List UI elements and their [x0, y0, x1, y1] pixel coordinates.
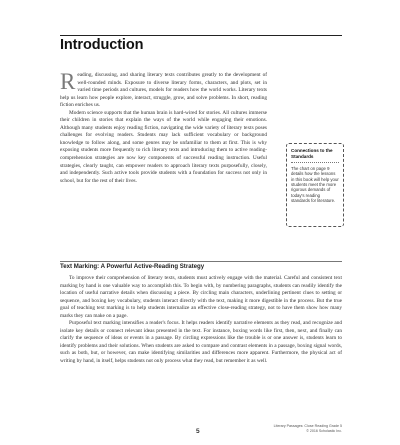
sidebar-body: The chart on page 9 details how the lessons in this book will help your students meet the more rigorous demands of today's reading standards for literature. [291, 166, 339, 203]
section-paragraph-2: Purposeful text marking intensifies a reader's focus. It helps readers identify narrative elements as they read, and recognize and isolate key details or connect relevant ideas presented in the text. For instance, boxing words like first, then, next, and finally can clarify the sequence of ideas or events in a passage. By circling expressions like the trouble is or one answer is, students learn to identify problems and their solutions. When students are asked to compare and contrast elements in a passage, boxing signal words, such as both, but, or however, can make identifying similarities and differences more apparent. Furthermore, the physical act of writing by hand, in itself, helps students not only process what they read, but remember it as well. [60, 320, 342, 365]
page-number: 5 [196, 428, 200, 435]
section-body [60, 275, 342, 366]
intro-column [60, 69, 267, 185]
section-rule [60, 261, 342, 262]
standards-sidebar [286, 143, 344, 227]
sidebar-heading: Connections to the Standards [291, 148, 333, 159]
intro-paragraph-2: Modern science supports that the human brain is hard-wired for stories. All cultures immerse their children in stories that explain the ways of the world while engaging their emotions. Although many students enjoy reading fiction, navigating the wide variety of literary texts poses challenges for evolving readers. Students may lack sufficient vocabulary or background knowledge to follow along, and some genres may be unfamiliar to them at first. This is why exposing students more frequently to rich literary texts and introducing them to active reading-comprehension strategies are now key components of successful reading instruction. Useful strategies, clearly taught, can empower readers to approach literary texts purposefully, closely, and independently. Such active tools provide students with a foundation for success not only in school, but for the rest of their lives. [60, 109, 267, 184]
footer [274, 424, 342, 433]
title-rule [60, 35, 342, 36]
drop-cap: R [60, 69, 76, 94]
sidebar-divider [291, 162, 339, 163]
footer-book-title: Literary Passages: Close Reading Grade 5 [273, 424, 342, 428]
section-heading: Text Marking: A Powerful Active-Reading Strategy [60, 263, 205, 270]
section-paragraph-1: To improve their comprehension of literary texts, students must actively engage with the material. Careful and consistent text marking by hand is one valuable way to accomplish this. To begin with, by numbering paragraphs, students can readily identify the location of useful narrative details when discussing a piece. By circling main characters, underlining pertinent clues to setting or sequence, and boxing key vocabulary, students interact directly with the text, making it more digestible in the process. But the true goal of teaching text marking is to help students internalize an effective close-reading strategy, not to have them show how many marks they can make on a page. [60, 275, 342, 319]
footer-copyright: © 2016 Scholastic Inc. [306, 428, 342, 433]
intro-paragraph-1-text: eading, discussing, and sharing literary texts contributes greatly to the development of well-rounded minds. Exposure to diverse literary forms, characters, and plots, set in varied time periods and cultures, models for readers how the world works. Literary texts help us learn how people explore, interact, struggle, grow, and solve problems. In short, reading fiction enriches us. [60, 72, 267, 109]
intro-paragraph-1 [60, 69, 267, 110]
page-title: Introduction [60, 37, 144, 53]
